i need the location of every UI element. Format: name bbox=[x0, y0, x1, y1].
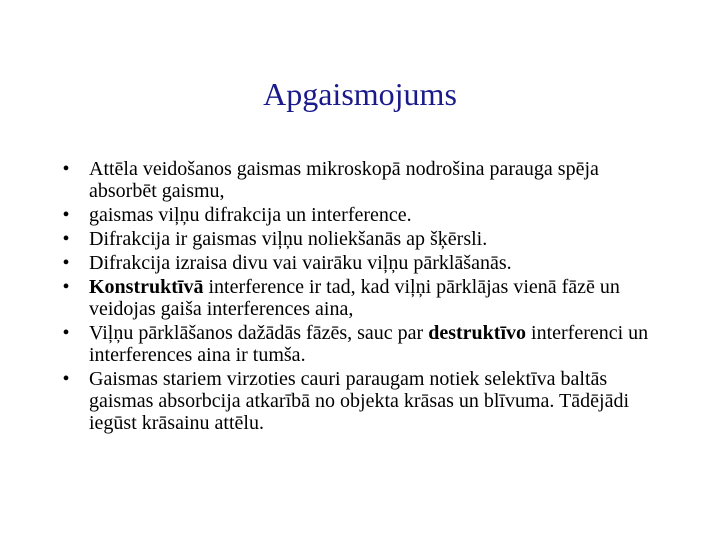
bullet-text: Gaismas stariem virzoties cauri paraugam notiek selektīva baltās gaismas absorbcija atkarībā no objekta krāsas un blīvuma. Tādējādi iegūst krāsainu attēlu. bbox=[89, 368, 630, 434]
bullet-item bbox=[56, 368, 666, 434]
slide-title: Apgaismojums bbox=[263, 76, 457, 112]
bullet-icon: • bbox=[62, 252, 70, 274]
bullet-text: Difrakcija izraisa divu vai vairāku viļņu pārklāšanās. bbox=[89, 252, 512, 274]
bullet-icon: • bbox=[62, 204, 70, 226]
bullet-text: gaismas viļņu difrakcija un interference. bbox=[89, 204, 412, 226]
bullet-icon: • bbox=[62, 368, 70, 390]
bullet-item bbox=[56, 322, 666, 366]
bullet-item bbox=[56, 158, 666, 202]
bullet-text: interferenci un interferences aina ir tumša. bbox=[89, 322, 649, 366]
bullet-text: interference ir tad, kad viļņi pārklājas vienā fāzē un veidojas gaiša interferences aina, bbox=[89, 276, 620, 320]
bullet-icon: • bbox=[62, 158, 70, 180]
bullet-item bbox=[56, 228, 666, 250]
bullet-list bbox=[56, 158, 666, 436]
bullet-icon: • bbox=[62, 276, 70, 298]
bullet-text: Attēla veidošanos gaismas mikroskopā nodrošina parauga spēja absorbēt gaismu, bbox=[89, 158, 599, 202]
bullet-bold-term: Konstruktīvā bbox=[89, 276, 204, 298]
bullet-bold-term: destruktīvo bbox=[428, 322, 527, 344]
bullet-item bbox=[56, 252, 666, 274]
bullet-item bbox=[56, 204, 666, 226]
bullet-item bbox=[56, 276, 666, 320]
bullet-text: Viļņu pārklāšanos dažādās fāzēs, sauc par bbox=[89, 322, 429, 344]
bullet-text: Difrakcija ir gaismas viļņu noliekšanās ap šķērsli. bbox=[89, 228, 488, 250]
bullet-icon: • bbox=[62, 322, 70, 344]
bullet-icon: • bbox=[62, 228, 70, 250]
